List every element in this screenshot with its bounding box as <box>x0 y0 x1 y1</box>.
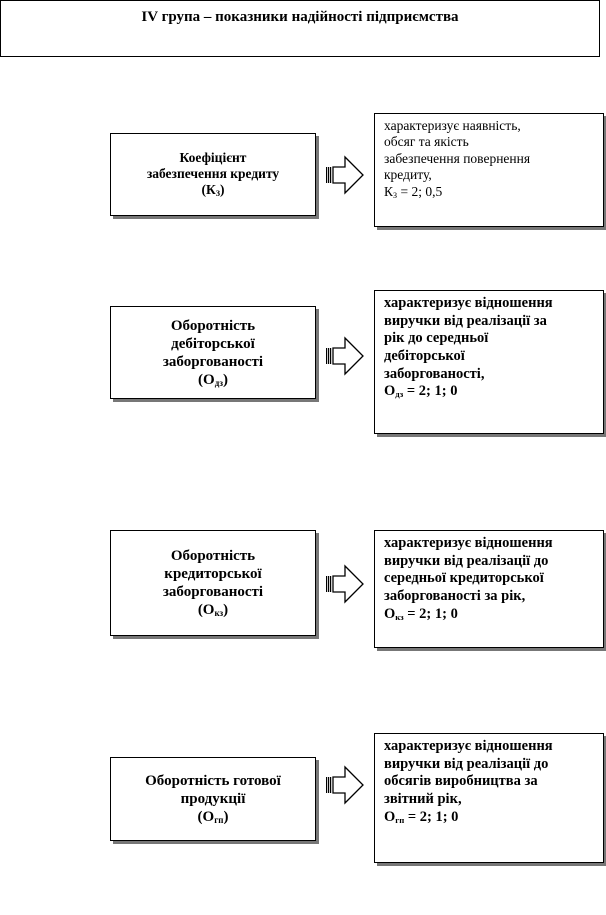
left-box-receivables-turnover <box>110 306 316 399</box>
left-formula: $(О_{дз})$ <box>198 371 228 388</box>
right-line: характеризує наявність, <box>384 118 521 133</box>
left-line: заборгованості <box>162 584 264 600</box>
right-line: заборгованості за рік, <box>384 588 526 605</box>
right-box-finished-goods-turnover <box>374 733 604 863</box>
arrow-right-icon <box>325 153 365 197</box>
right-line: обсягів виробництва за <box>384 773 538 790</box>
right-formula: $О_{гп} = 2$; 1; 0 <box>384 808 459 825</box>
right-line: виручки від реалізації до <box>384 755 549 772</box>
left-box-payables-turnover <box>110 530 316 636</box>
right-box-credit-coverage <box>374 113 604 227</box>
left-formula: $(К_З)$ <box>201 182 225 199</box>
right-line: характеризує відношення <box>384 738 553 754</box>
right-line: рік до середньої <box>384 330 489 347</box>
left-line: заборгованості <box>162 353 264 370</box>
right-line: обсяг та якість <box>384 134 469 150</box>
right-formula: $К_З = 2$; 0,5 <box>384 183 443 200</box>
left-line: дебіторської <box>171 335 255 352</box>
right-line: виручки від реалізації до <box>384 552 549 569</box>
arrow-right-icon <box>325 334 365 378</box>
left-box-credit-coverage <box>110 133 316 216</box>
left-box-finished-goods-turnover <box>110 757 316 841</box>
right-line: характеризує відношення <box>384 295 553 311</box>
right-line: звітний рік, <box>384 791 462 808</box>
right-line: заборгованості, <box>384 365 485 382</box>
arrow-right-icon <box>325 763 365 807</box>
right-line: забезпечення повернення <box>384 150 531 166</box>
left-line: продукції <box>180 791 246 807</box>
right-line: виручки від реалізації за <box>384 312 547 329</box>
header-box <box>0 0 600 57</box>
left-formula: $(О_{кз})$ <box>197 602 229 618</box>
left-line: Оборотність готової <box>145 773 281 789</box>
right-box-receivables-turnover <box>374 290 604 434</box>
header-title: IV група – показники надійності підприємства <box>141 9 459 25</box>
right-line: дебіторської <box>384 348 465 365</box>
left-line: Оборотність <box>170 317 256 334</box>
arrow-right-icon <box>325 562 365 606</box>
left-line: Коефіцієнт <box>179 149 247 165</box>
left-formula: $(О_{гп})$ <box>197 809 229 825</box>
right-formula: $О_{кз} = 2$; 1; 0 <box>384 605 458 622</box>
right-line: середньої кредиторської <box>384 570 544 587</box>
left-line: кредиторської <box>164 566 262 582</box>
right-line: кредиту, <box>384 167 432 183</box>
right-box-payables-turnover <box>374 530 604 648</box>
right-line: характеризує відношення <box>384 535 553 551</box>
left-line: Оборотність <box>170 548 256 564</box>
right-formula: $О_{дз} = 2$; 1; 0 <box>384 383 458 400</box>
left-line: забезпечення кредиту <box>146 166 280 182</box>
